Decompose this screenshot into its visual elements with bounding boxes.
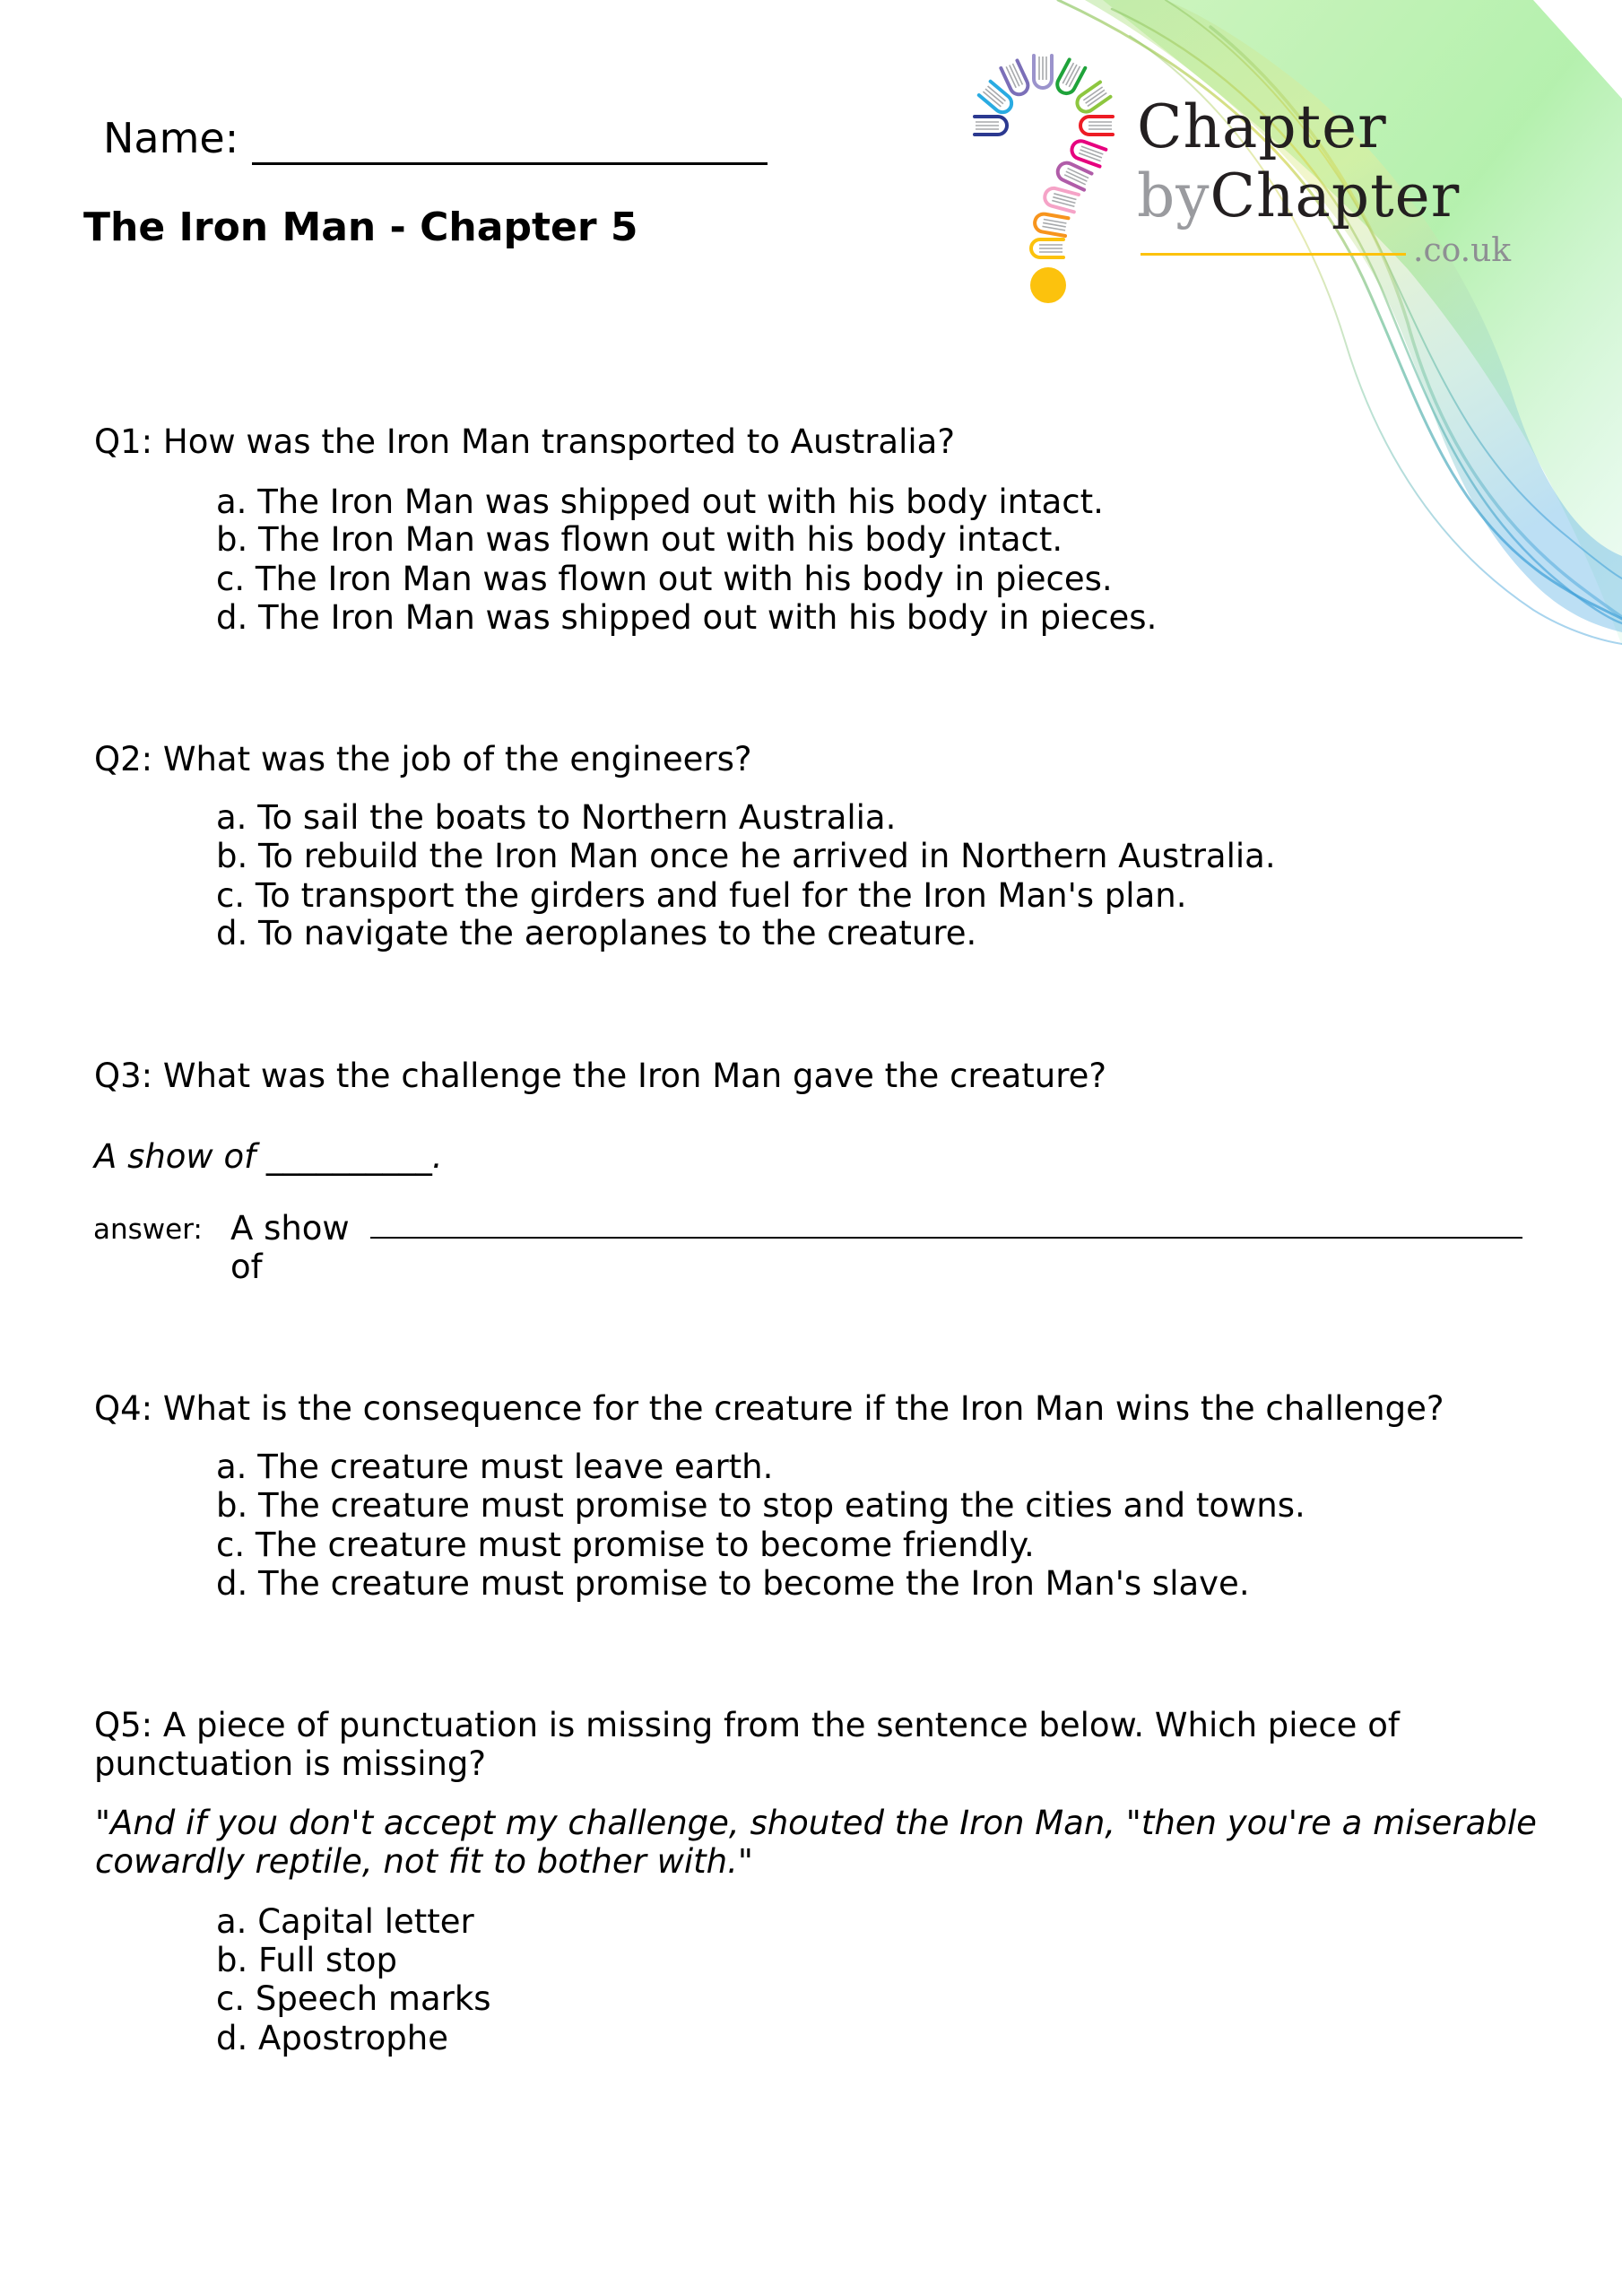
question-5-option-d[interactable]: d. Apostrophe bbox=[216, 2019, 448, 2057]
question-5-prompt-line1: Q5: A piece of punctuation is missing from the sentence below. Which piece of bbox=[94, 1706, 1400, 1744]
question-2-option-c[interactable]: c. To transport the girders and fuel for the Iron Man's plan. bbox=[216, 876, 1187, 915]
question-5-option-a[interactable]: a. Capital letter bbox=[216, 1902, 474, 1941]
question-5-quote-line2: cowardly reptile, not fit to bother with." bbox=[95, 1842, 753, 1881]
question-4-option-d[interactable]: d. The creature must promise to become the Iron Man's slave. bbox=[216, 1564, 1250, 1603]
answer-prefix-line2: of bbox=[230, 1248, 263, 1286]
question-5-prompt-line2: punctuation is missing? bbox=[94, 1744, 487, 1783]
question-2-option-a[interactable]: a. To sail the boats to Northern Australia. bbox=[216, 798, 897, 837]
name-input-line[interactable] bbox=[252, 162, 768, 165]
logo-line2 bbox=[1137, 161, 1461, 230]
answer-input-line[interactable] bbox=[370, 1237, 1522, 1239]
question-5-option-c[interactable]: c. Speech marks bbox=[216, 1979, 491, 2018]
answer-prefix-line1: A show bbox=[230, 1209, 350, 1248]
question-1-option-c[interactable]: c. The Iron Man was flown out with his body in pieces. bbox=[216, 560, 1113, 598]
question-2-option-d[interactable]: d. To navigate the aeroplanes to the creature. bbox=[216, 914, 977, 952]
page-title: The Iron Man - Chapter 5 bbox=[83, 204, 638, 250]
question-1-option-d[interactable]: d. The Iron Man was shipped out with his body in pieces. bbox=[216, 598, 1158, 637]
logo-line1: Chapter bbox=[1137, 92, 1387, 161]
question-4-prompt: Q4: What is the consequence for the creature if the Iron Man wins the challenge? bbox=[94, 1389, 1444, 1428]
question-1-option-b[interactable]: b. The Iron Man was flown out with his body intact. bbox=[216, 520, 1063, 559]
logo-book-icon bbox=[1031, 239, 1063, 257]
question-1-prompt: Q1: How was the Iron Man transported to Australia? bbox=[94, 422, 955, 461]
logo-domain: .co.uk bbox=[1413, 232, 1512, 269]
logo-book-icon bbox=[1070, 138, 1106, 166]
logo-book-icon bbox=[1080, 117, 1113, 135]
name-label: Name: bbox=[103, 114, 239, 162]
logo-line2-main: Chapter bbox=[1210, 161, 1461, 230]
logo-book-icon bbox=[1054, 160, 1091, 189]
logo-book-icon bbox=[975, 117, 1007, 135]
logo-book-icon bbox=[1034, 56, 1052, 88]
logo-dot-icon bbox=[1030, 267, 1066, 303]
question-4-option-a[interactable]: a. The creature must leave earth. bbox=[216, 1448, 774, 1486]
logo-line2-prefix: by bbox=[1137, 161, 1210, 230]
question-1-option-a[interactable]: a. The Iron Man was shipped out with his body intact. bbox=[216, 483, 1104, 521]
logo-book-icon bbox=[1054, 59, 1086, 96]
question-3-cloze: A show of __________. bbox=[94, 1137, 443, 1176]
logo-books-question-mark bbox=[959, 49, 1121, 309]
answer-label: answer: bbox=[93, 1213, 203, 1246]
question-2-prompt: Q2: What was the job of the engineers? bbox=[94, 740, 752, 778]
question-3-prompt: Q3: What was the challenge the Iron Man gave the creature? bbox=[94, 1057, 1107, 1095]
logo-book-icon bbox=[1043, 187, 1079, 213]
question-4-option-b[interactable]: b. The creature must promise to stop eating the cities and towns. bbox=[216, 1486, 1305, 1525]
logo-book-icon bbox=[1034, 213, 1069, 236]
question-2-option-b[interactable]: b. To rebuild the Iron Man once he arrived in Northern Australia. bbox=[216, 837, 1276, 875]
question-4-option-c[interactable]: c. The creature must promise to become friendly. bbox=[216, 1526, 1035, 1564]
logo-underline bbox=[1141, 253, 1406, 256]
logo-book-icon bbox=[1074, 82, 1111, 115]
question-5-quote-line1: "And if you don't accept my challenge, shouted the Iron Man, "then you're a miserable bbox=[95, 1804, 1537, 1842]
question-5-option-b[interactable]: b. Full stop bbox=[216, 1941, 397, 1979]
